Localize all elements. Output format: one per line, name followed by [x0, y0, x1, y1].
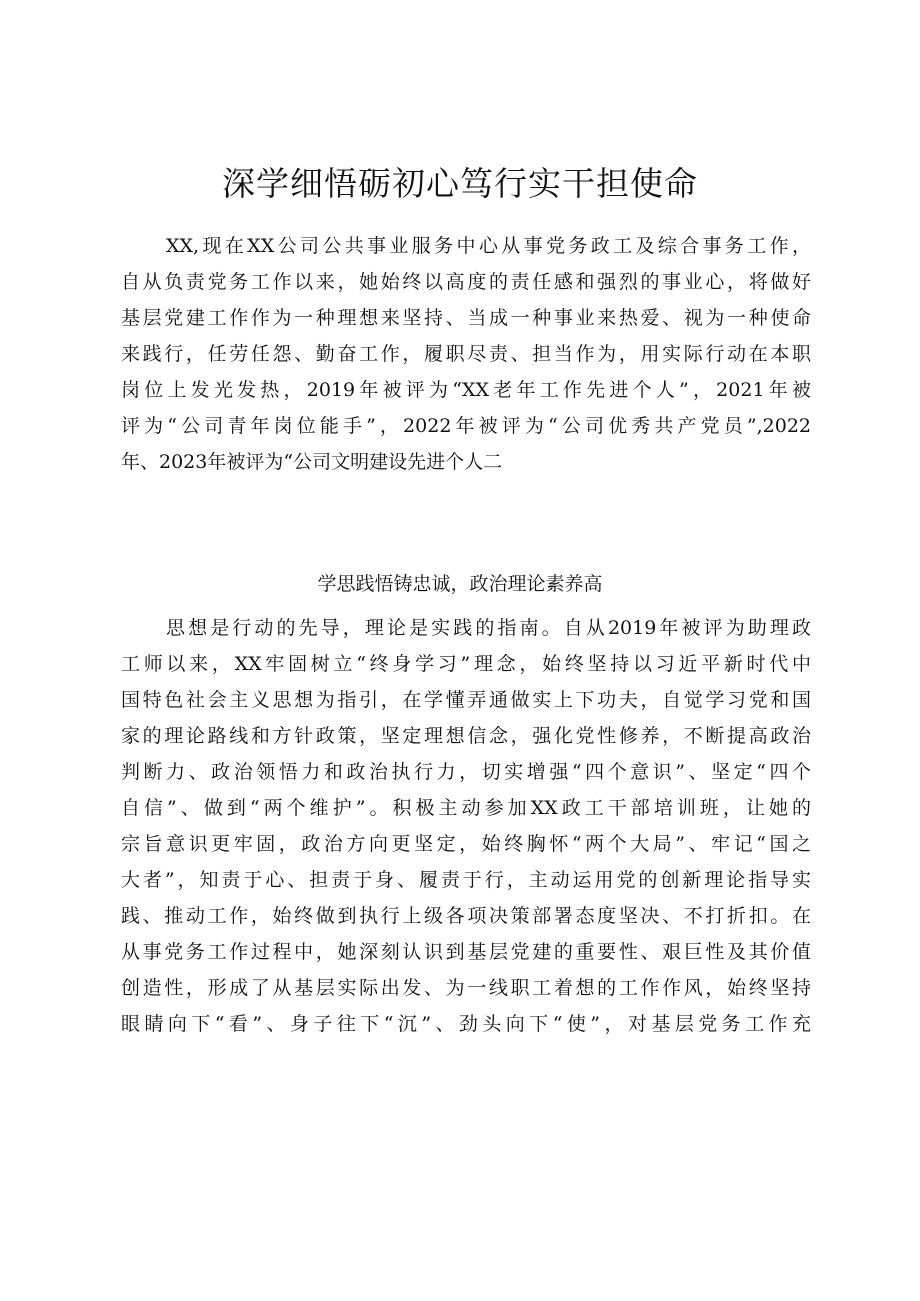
paragraph-intro: [121, 228, 811, 480]
paragraph-line: 眼睛向下“看”、身子往下“沉”、劲头向下“使”，对基层党务工作充: [121, 1013, 811, 1035]
paragraph-line: 宗旨意识更牢固，政治方向更坚定，始终胸怀“两个大局”、牢记“国之: [121, 833, 811, 855]
document-title: 深学细悟砺初心笃行实干担使命: [222, 164, 698, 203]
paragraph-line: 岗位上发光发热，2019年被评为“XX老年工作先进个人”，2021年被: [121, 379, 811, 401]
paragraph-line: 创造性，形成了从基层实际出发、为一线职工着想的工作作风，始终坚持: [121, 977, 811, 999]
paragraph-line: 自从负责党务工作以来，她始终以高度的责任感和强烈的事业心，将做好: [121, 271, 811, 293]
paragraph-line: 评为“公司青年岗位能手”，2022年被评为“公司优秀共产党员”,2022: [121, 415, 811, 437]
paragraph-line: 工师以来，XX牢固树立“终身学习”理念，始终坚持以习近平新时代中: [121, 653, 811, 675]
paragraph-line: 判断力、政治领悟力和政治执行力，切实增强“四个意识”、坚定“四个: [121, 761, 811, 783]
section-subheading: 学思践悟铸忠诚，政治理论素养高: [317, 573, 603, 595]
paragraph-line: 来践行，任劳任怨、勤奋工作，履职尽责、担当作为，用实际行动在本职: [121, 343, 811, 365]
paragraph-line: 国特色社会主义思想为指引，在学懂弄通做实上下功夫，自觉学习党和国: [121, 689, 811, 711]
paragraph-line: 年、2023年被评为“公司文明建设先进个人二: [121, 451, 503, 473]
paragraph-line: 思想是行动的先导，理论是实践的指南。自从2019年被评为助理政: [166, 617, 811, 639]
paragraph-line: XX,现在XX公司公共事业服务中心从事党务政工及综合事务工作，: [166, 235, 811, 257]
paragraph-line: 从事党务工作过程中，她深刻认识到基层党建的重要性、艰巨性及其价值: [121, 941, 811, 963]
paragraph-line: 自信”、做到“两个维护”。积极主动参加XX政工干部培训班，让她的: [121, 797, 811, 819]
paragraph-line: 践、推动工作，始终做到执行上级各项决策部署态度坚决、不打折扣。在: [121, 905, 811, 927]
paragraph-line: 大者”，知责于心、担责于身、履责于行，主动运用党的创新理论指导实: [121, 869, 811, 891]
paragraph-study: [121, 610, 811, 1042]
paragraph-line: 基层党建工作作为一种理想来坚持、当成一种事业来热爱、视为一种使命: [121, 307, 811, 329]
paragraph-line: 家的理论路线和方针政策，坚定理想信念，强化党性修养，不断提高政治: [121, 725, 811, 747]
